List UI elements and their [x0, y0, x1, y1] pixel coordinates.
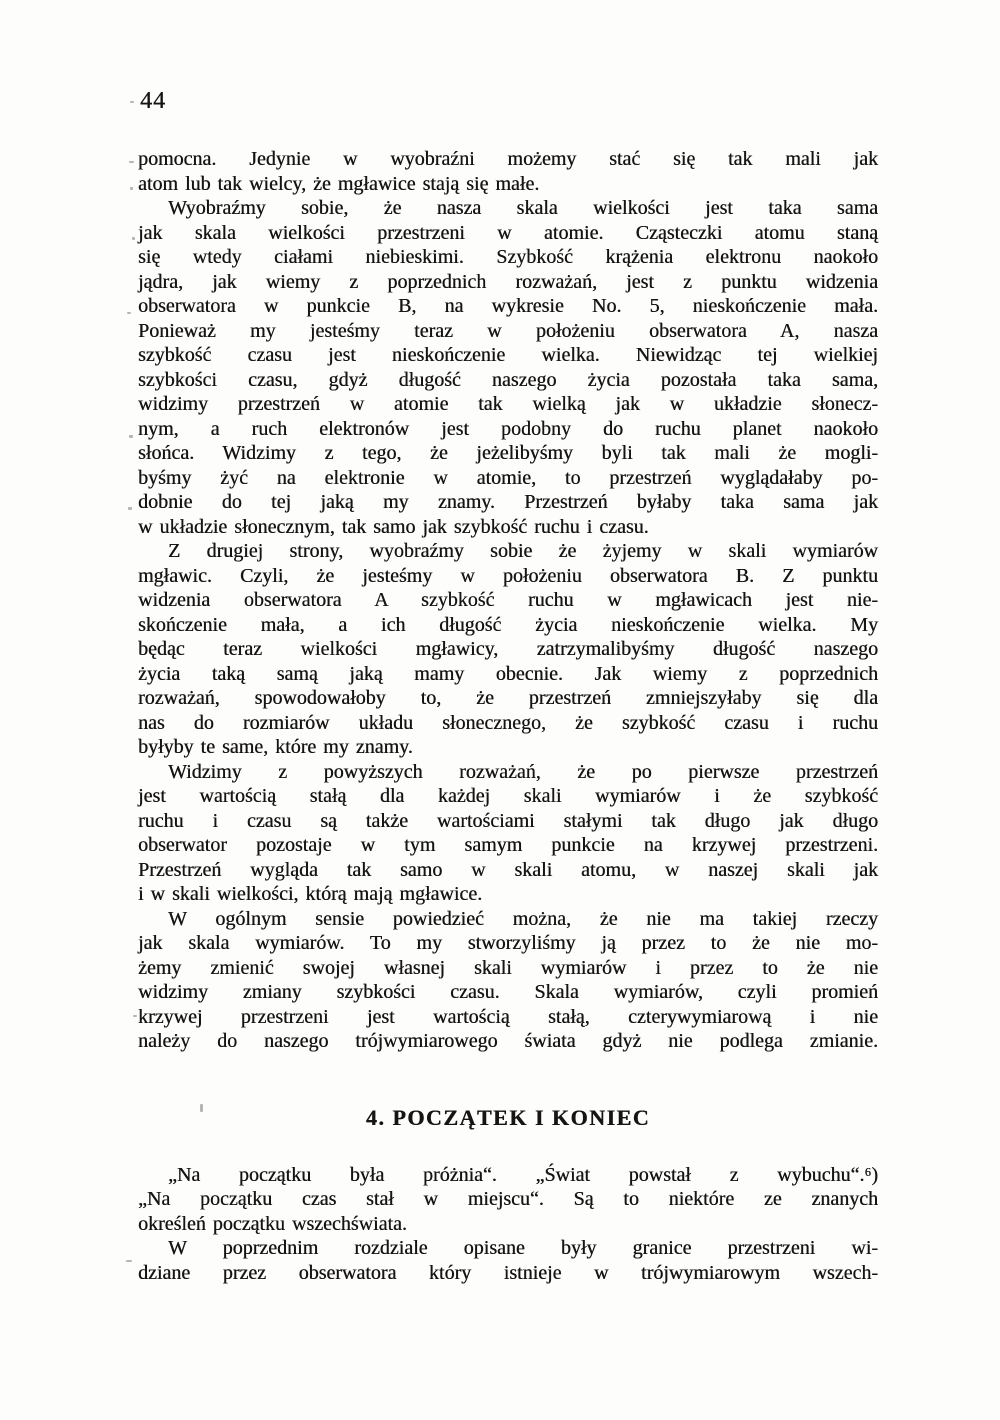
text-line: atom lub tak wielcy, że mgławice stają się małe.	[138, 172, 540, 195]
text-line: W ogólnym sensie powiedzieć można, że nie ma takiej rzeczy	[168, 907, 878, 930]
text-line: Wyobraźmy sobie, że nasza skala wielkości jest taka sama	[168, 197, 878, 219]
text-line: szybkości czasu, gdyż długość naszego życia pozostała taka sama,	[138, 368, 878, 391]
text-line: się wtedy ciałami niebieskimi. Szybkość krążenia elektronu naokoło	[138, 246, 878, 268]
paragraph	[138, 760, 878, 907]
text-line: nas do rozmiarów układu słonecznego, że szybkość czasu i ruchu	[138, 711, 878, 734]
text-line: mgławic. Czyli, że jesteśmy w położeniu obserwatora B. Z punktu	[138, 564, 878, 587]
text-line: byłyby te same, które my znamy.	[138, 736, 413, 758]
text-line: określeń początku wszechświata.	[138, 1212, 407, 1235]
text-line: pomocna. Jedynie w wyobraźni możemy stać się tak mali jak	[138, 148, 878, 170]
text-line: rozważań, spowodowałoby to, że przestrzeń zmniejszyłaby się dla	[138, 687, 878, 709]
text-line: obserwatora w punkcie B, na wykresie No. 5, nieskończenie mała.	[138, 295, 878, 317]
text-line: widzenia obserwatora A szybkość ruchu w mgławicach jest nie-	[138, 589, 878, 611]
scan-speck	[130, 101, 134, 103]
scan-speck	[128, 507, 132, 510]
paragraph	[138, 147, 878, 196]
scan-speck	[133, 1015, 137, 1017]
text-line: żemy zmienić swojej własnej skali wymiarów i przez to że nie	[138, 956, 878, 979]
text-line: jądra, jak wiemy z poprzednich rozważań, jest z punktu widzenia	[138, 270, 878, 293]
text-line: skończenie mała, a ich długość życia nieskończenie wielka. My	[138, 613, 878, 636]
text-line: jak skala wymiarów. To my stworzyliśmy ją przez to że nie mo-	[138, 932, 878, 954]
text-line: obserwator pozostaje w tym samym punkcie na krzywej przestrzeni.	[138, 834, 878, 856]
section-heading: 4. POCZĄTEK I KONIEC	[365, 1104, 651, 1130]
paragraph	[138, 1163, 878, 1237]
text-line: słońca. Widzimy z tego, że jeżelibyśmy byli tak mali że mogli-	[138, 442, 878, 464]
text-line: i w skali wielkości, którą mają mgławice.	[138, 883, 483, 905]
paragraph	[138, 539, 878, 760]
scan-speck	[130, 187, 133, 190]
text-line: krzywej przestrzeni jest wartością stałą, czterywymiarową i nie	[138, 1005, 878, 1028]
scan-speck	[129, 161, 134, 163]
text-line: „Na początku czas stał w miejscu“. Są to niektóre ze znanych	[138, 1188, 878, 1210]
paragraph	[138, 907, 878, 1054]
paragraph	[138, 1236, 878, 1285]
text-line: jak skala wielkości przestrzeni w atomie. Cząsteczki atomu staną	[138, 221, 878, 244]
text-line: należy do naszego trójwymiarowego świata gdyż nie podlega zmianie.	[138, 1030, 878, 1052]
text-line: Z drugiej strony, wyobraźmy sobie że żyjemy w skali wymiarów	[168, 540, 878, 562]
text-line: dobnie do tej jaką my znamy. Przestrzeń byłaby taka sama jak	[138, 491, 878, 513]
text-line: szybkość czasu jest nieskończenie wielka. Niewidząc tej wielkiej	[138, 344, 878, 366]
scan-speck	[126, 1260, 132, 1262]
text-line: widzimy przestrzeń w atomie tak wielką jak w układzie słonecz-	[138, 393, 878, 415]
text-line: Ponieważ my jesteśmy teraz w położeniu obserwatora A, nasza	[138, 319, 878, 342]
text-line: byśmy żyć na elektronie w atomie, to przestrzeń wyglądałaby po-	[138, 466, 878, 489]
scan-speck	[200, 1104, 203, 1112]
scan-speck	[129, 435, 133, 438]
text-line: widzimy zmiany szybkości czasu. Skala wymiarów, czyli promień	[138, 981, 878, 1003]
scan-speck	[132, 237, 135, 240]
text-line: Widzimy z powyższych rozważań, że po pierwsze przestrzeń	[168, 760, 878, 783]
scan-speck	[127, 312, 131, 314]
text-line: „Na początku była próżnia“. „Świat powstał z wybuchu“.⁶)	[168, 1163, 878, 1186]
text-line: ruchu i czasu są także wartościami stałymi tak długo jak długo	[138, 809, 878, 832]
text-line: w układzie słonecznym, tak samo jak szybkość ruchu i czasu.	[138, 515, 649, 538]
text-line: nym, a ruch elektronów jest podobny do ruchu planet naokoło	[138, 417, 878, 440]
text-line: dziane przez obserwatora który istnieje w trójwymiarowym wszech-	[138, 1261, 878, 1284]
text-flow	[138, 147, 878, 1285]
text-line: życia taką samą jaką mamy obecnie. Jak wiemy z poprzednich	[138, 662, 878, 685]
text-line: W poprzednim rozdziale opisane były granice przestrzeni wi-	[168, 1237, 878, 1259]
page-number: 44	[140, 88, 166, 114]
text-line: będąc teraz wielkości mgławicy, zatrzymalibyśmy długość naszego	[138, 638, 878, 660]
text-line: Przestrzeń wygląda tak samo w skali atomu, w naszej skali jak	[138, 858, 878, 881]
paragraph	[138, 196, 878, 539]
text-line: jest wartością stałą dla każdej skali wymiarów i że szybkość	[138, 785, 878, 807]
